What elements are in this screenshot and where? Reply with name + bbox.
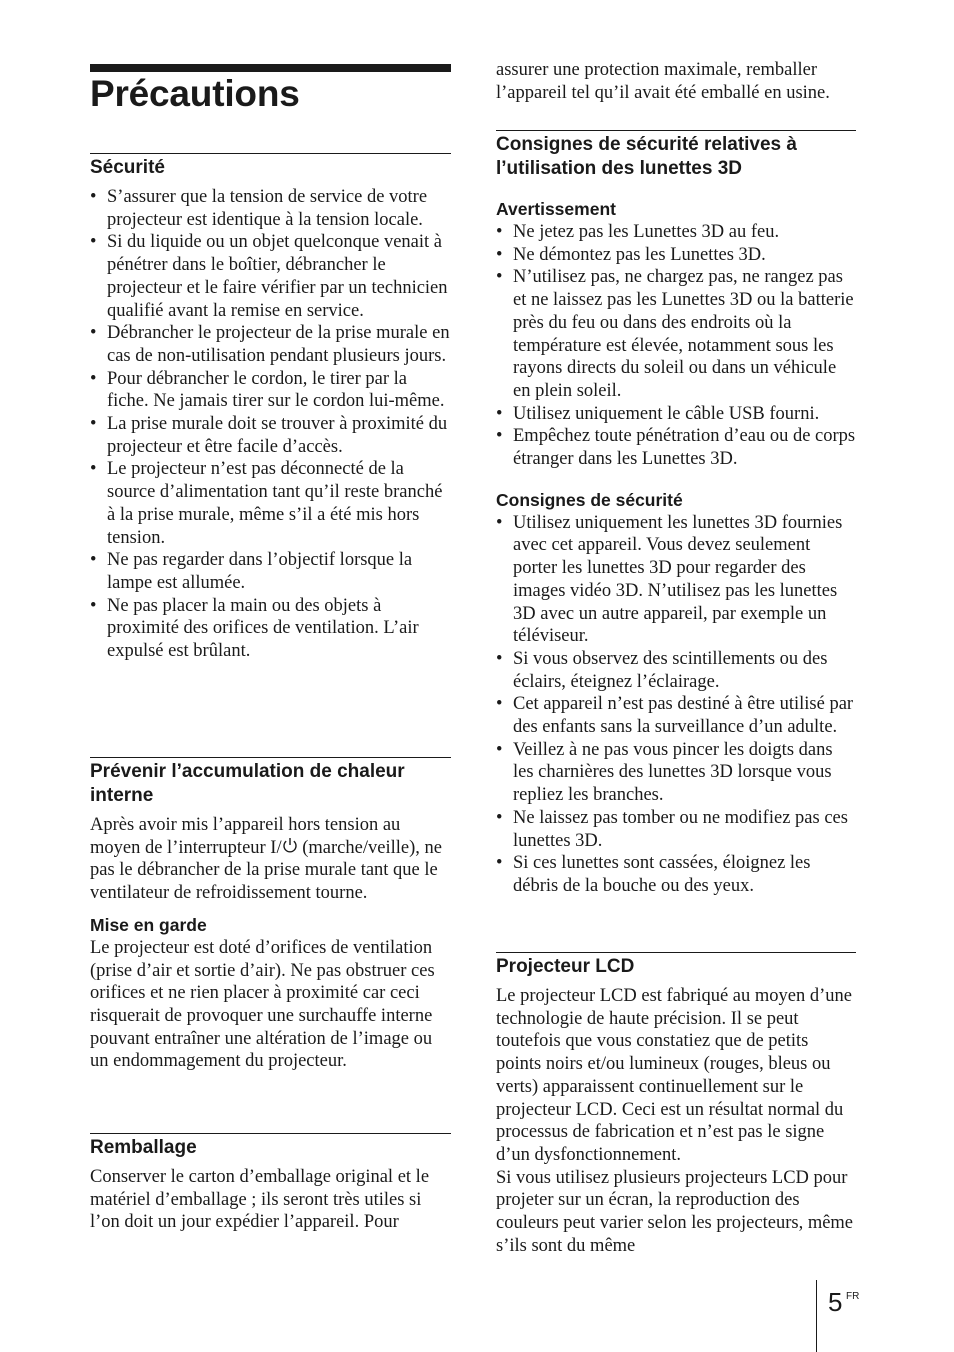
remballage-heading: Remballage xyxy=(90,1137,197,1158)
section-remballage xyxy=(90,1133,451,1234)
list-item: • Si ces lunettes sont cassées, éloignez les débris de la bouche ou des yeux. xyxy=(496,852,856,897)
chaleur-text-start: Après avoir mis l’appareil hors tension au moyen de l’interrupteur I/ xyxy=(90,815,401,858)
lcd-paragraph-2: Si vous utilisez plusieurs projecteurs LCD pour projeter sur un écran, la reproduction des couleurs peut varier selon les projecteurs, même s’ils sont du même xyxy=(496,1167,854,1256)
list-item: • Si vous observez des scintillements ou des éclairs, éteignez l’éclairage. xyxy=(496,648,856,693)
page-title: Précautions xyxy=(90,73,300,114)
lunettes-heading: Consignes de sécurité relatives à l’utilisation des lunettes 3D xyxy=(496,134,797,179)
list-item: • Empêchez toute pénétration d’eau ou de corps étranger dans les Lunettes 3D. xyxy=(496,425,856,470)
list-item: • Le projecteur n’est pas déconnecté de la source d’alimentation tant qu’il reste branché à la prise murale, même s’il a été mis hors tension. xyxy=(90,458,451,549)
list-item: • Ne jetez pas les Lunettes 3D au feu. xyxy=(496,221,856,244)
list-item: • Si du liquide ou un objet quelconque venait à pénétrer dans le boîtier, débrancher le projecteur et le faire vérifier par un technicien qualifié avant la remise en service. xyxy=(90,231,451,322)
chaleur-paragraph xyxy=(90,814,451,905)
securite-list xyxy=(90,186,451,663)
remballage-paragraph: Conserver le carton d’emballage original et le matériel d’emballage ; ils seront très utiles si l’on doit un jour expédier l’appareil. Pour xyxy=(90,1167,430,1233)
section-lcd xyxy=(496,952,856,1257)
list-item: • Utilisez uniquement le câble USB fourni. xyxy=(496,403,856,426)
list-item: • Pour débrancher le cordon, le tirer par la fiche. Ne jamais tirer sur le cordon lui-même. xyxy=(90,368,451,413)
list-item: • La prise murale doit se trouver à proximité du projecteur et être facile d’accès. xyxy=(90,413,451,458)
section-securite xyxy=(90,153,451,663)
section-lunettes xyxy=(496,130,856,898)
section-chaleur xyxy=(90,757,451,1073)
chaleur-heading: Prévenir l’accumulation de chaleur interne xyxy=(90,761,405,806)
mise-en-garde-heading: Mise en garde xyxy=(90,914,207,935)
securite-heading: Sécurité xyxy=(90,157,165,178)
lcd-heading: Projecteur LCD xyxy=(496,956,635,977)
page-number: 5 xyxy=(828,1287,843,1317)
list-item: • Ne laissez pas tomber ou ne modifiez pas ces lunettes 3D. xyxy=(496,807,856,852)
remballage-continuation: assurer une protection maximale, remballer l’appareil tel qu’il avait été emballé en usine. xyxy=(496,60,830,103)
avertissement-list xyxy=(496,221,856,471)
mise-en-garde-paragraph: Le projecteur est doté d’orifices de ventilation (prise d’air et sortie d’air). Ne pas obstruer ces orifices et ne rien placer à proximité car ceci risquerait de provoquer une surchauffe interne pouvant entraîner une altération de l’image ou un endommagement du projecteur. xyxy=(90,937,435,1072)
list-item: • Débrancher le projecteur de la prise murale en cas de non-utilisation pendant plusieurs jours. xyxy=(90,322,451,367)
list-item: • Cet appareil n’est pas destiné à être utilisé par des enfants sans la surveillance d’un adulte. xyxy=(496,693,856,738)
page-language-code: FR xyxy=(846,1291,860,1302)
consignes-list xyxy=(496,512,856,898)
list-item: • Veillez à ne pas vous pincer les doigts dans les charnières des lunettes 3D lorsque vous repliez les branches. xyxy=(496,739,856,807)
list-item: • Utilisez uniquement les lunettes 3D fournies avec cet appareil. Vous devez seulement porter les lunettes 3D pour regarder des images vidéo 3D. N’utilisez pas les lunettes 3D avec un autre appareil, par exemple un téléviseur. xyxy=(496,512,856,648)
chaleur-text-end: (marche/veille), ne pas le débrancher de la prise murale tant que le ventilateur de refroidissement tourne. xyxy=(90,837,442,904)
avertissement-heading: Avertissement xyxy=(496,199,616,219)
list-item: • S’assurer que la tension de service de votre projecteur est identique à la tension locale. xyxy=(90,186,451,231)
list-item: • Ne pas placer la main ou des objets à proximité des orifices de ventilation. L’air expulsé est brûlant. xyxy=(90,595,451,663)
page-divider-line xyxy=(816,1280,817,1352)
list-item: • Ne démontez pas les Lunettes 3D. xyxy=(496,244,856,267)
power-standby-icon xyxy=(282,837,298,860)
lcd-paragraph-1: Le projecteur LCD est fabriqué au moyen d’une technologie de haute précision. Il se peut toutefois que vous constatiez que de petits points noirs et/ou lumineux (rouges, bleus ou verts) apparaissent continuellement sur le projecteur LCD. Ceci est un résultat normal du processus de fabrication et n’est pas le signe d’un dysfonctionnement. xyxy=(496,986,852,1165)
list-item: • N’utilisez pas, ne chargez pas, ne rangez pas et ne laissez pas les Lunettes 3D ou la batterie près du feu ou dans des endroits où la température est élevée, notamment sous les rayons directs du soleil ou dans un véhicule en plein soleil. xyxy=(496,266,856,402)
consignes-heading: Consignes de sécurité xyxy=(496,489,683,510)
list-item: • Ne pas regarder dans l’objectif lorsque la lampe est allumée. xyxy=(90,549,451,594)
title-bar xyxy=(90,64,451,72)
